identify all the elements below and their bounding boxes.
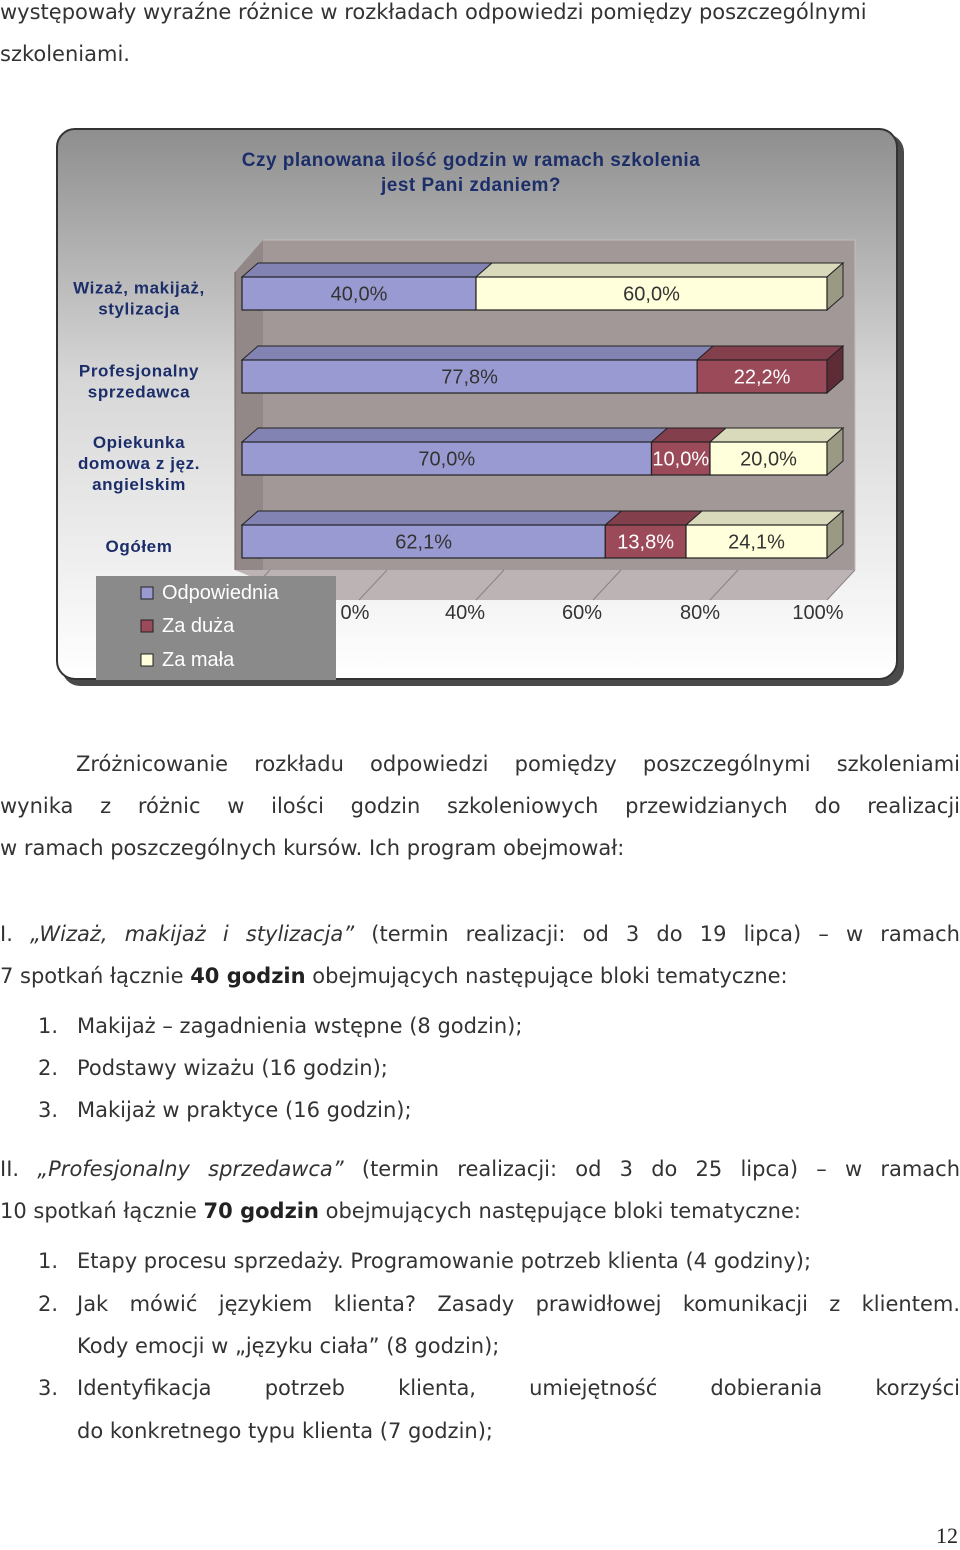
bar-top-face (605, 511, 702, 525)
section1-rest: (termin realizacji: od 3 do 19 lipca) – w ramach (354, 922, 960, 946)
bar-top-face (710, 428, 843, 442)
section1-number: I. (0, 922, 13, 946)
category-label: Opiekunka (92, 433, 186, 452)
bar-top-face (697, 346, 843, 360)
section1-line-2 (0, 955, 960, 997)
section1-heading (0, 913, 960, 955)
bar-top-face (242, 511, 621, 525)
x-tick-label: 100% (792, 602, 844, 624)
bar-top-face (242, 428, 668, 442)
para2-line-1: Zróżnicowanie rozkładu odpowiedzi pomiędzy poszczególnymi szkoleniami (76, 752, 960, 776)
section2-heading (0, 1148, 960, 1190)
x-tick-label: 40% (444, 602, 486, 624)
legend-label: Za duża (162, 615, 235, 637)
category-label: Ogółem (105, 537, 173, 556)
section2-l2c: obejmujących następujące bloki tematyczne: (318, 1199, 801, 1223)
legend-label: Odpowiednia (162, 582, 279, 604)
legend-swatch (141, 654, 153, 666)
category-label: angielskim (92, 475, 186, 494)
section2-l2a: 10 spotkań łącznie (0, 1199, 204, 1223)
bar-top-face (476, 263, 843, 277)
page-number: 12 (936, 1523, 958, 1548)
bar-top-face (242, 346, 713, 360)
bar-data-label: 13,8% (617, 531, 675, 554)
legend-swatch (141, 587, 153, 599)
bar-data-label: 62,1% (395, 531, 453, 554)
legend-label: Za mała (162, 649, 235, 671)
section1-l2a: 7 spotkań łącznie (0, 964, 191, 988)
category-label: stylizacja (98, 299, 180, 319)
bar-data-label: 60,0% (623, 283, 680, 306)
section2-rest: (termin realizacji: od 3 do 25 lipca) – w ramach (343, 1157, 960, 1181)
category-label: Wizaż, makijaż, (73, 278, 205, 298)
intro-line-2: szkoleniami. (0, 42, 130, 66)
bar-top-face (242, 263, 492, 277)
x-tick-label: 80% (679, 602, 721, 624)
section2-hours: 70 godzin (203, 1199, 319, 1223)
bar-top-face (686, 511, 843, 525)
category-label: Profesjonalny (78, 361, 200, 381)
para2-line-3: w ramach poszczególnych kursów. Ich program obejmował: (0, 836, 625, 860)
intro-line-1: występowały wyraźne różnice w rozkładach odpowiedzi pomiędzy poszczególnymi (0, 0, 867, 24)
x-tick-label: 0% (340, 602, 370, 624)
bar-data-label: 22,2% (733, 366, 791, 389)
para2-line-2: wynika z różnic w ilości godzin szkoleniowych przewidzianych do realizacji (0, 794, 960, 818)
category-label: domowa z jęz. (77, 454, 201, 473)
chart-title-line-1: Czy planowana ilość godzin w ramach szkolenia (241, 150, 701, 171)
section1-l2c: obejmujących następujące bloki tematyczne: (305, 964, 788, 988)
x-tick-label: 60% (561, 602, 603, 624)
chart-title-line-2: jest Pani zdaniem? (380, 175, 562, 196)
section1-title: „Wizaż, makijaż i stylizacja” (30, 922, 355, 946)
legend-swatch (141, 620, 153, 632)
bar-data-label: 70,0% (418, 448, 476, 471)
bar-data-label: 40,0% (330, 283, 388, 306)
section2-number: II. (0, 1157, 20, 1181)
section2-line-2 (0, 1190, 960, 1232)
stacked-bar-chart (0, 0, 960, 700)
bar-data-label: 77,8% (441, 366, 498, 389)
bar-data-label: 10,0% (652, 448, 710, 471)
bar-data-label: 20,0% (740, 448, 797, 471)
section1-hours: 40 godzin (190, 964, 306, 988)
category-label: sprzedawca (87, 382, 191, 402)
section2-title: „Profesjonalny sprzedawca” (37, 1157, 344, 1181)
bar-data-label: 24,1% (728, 531, 785, 554)
